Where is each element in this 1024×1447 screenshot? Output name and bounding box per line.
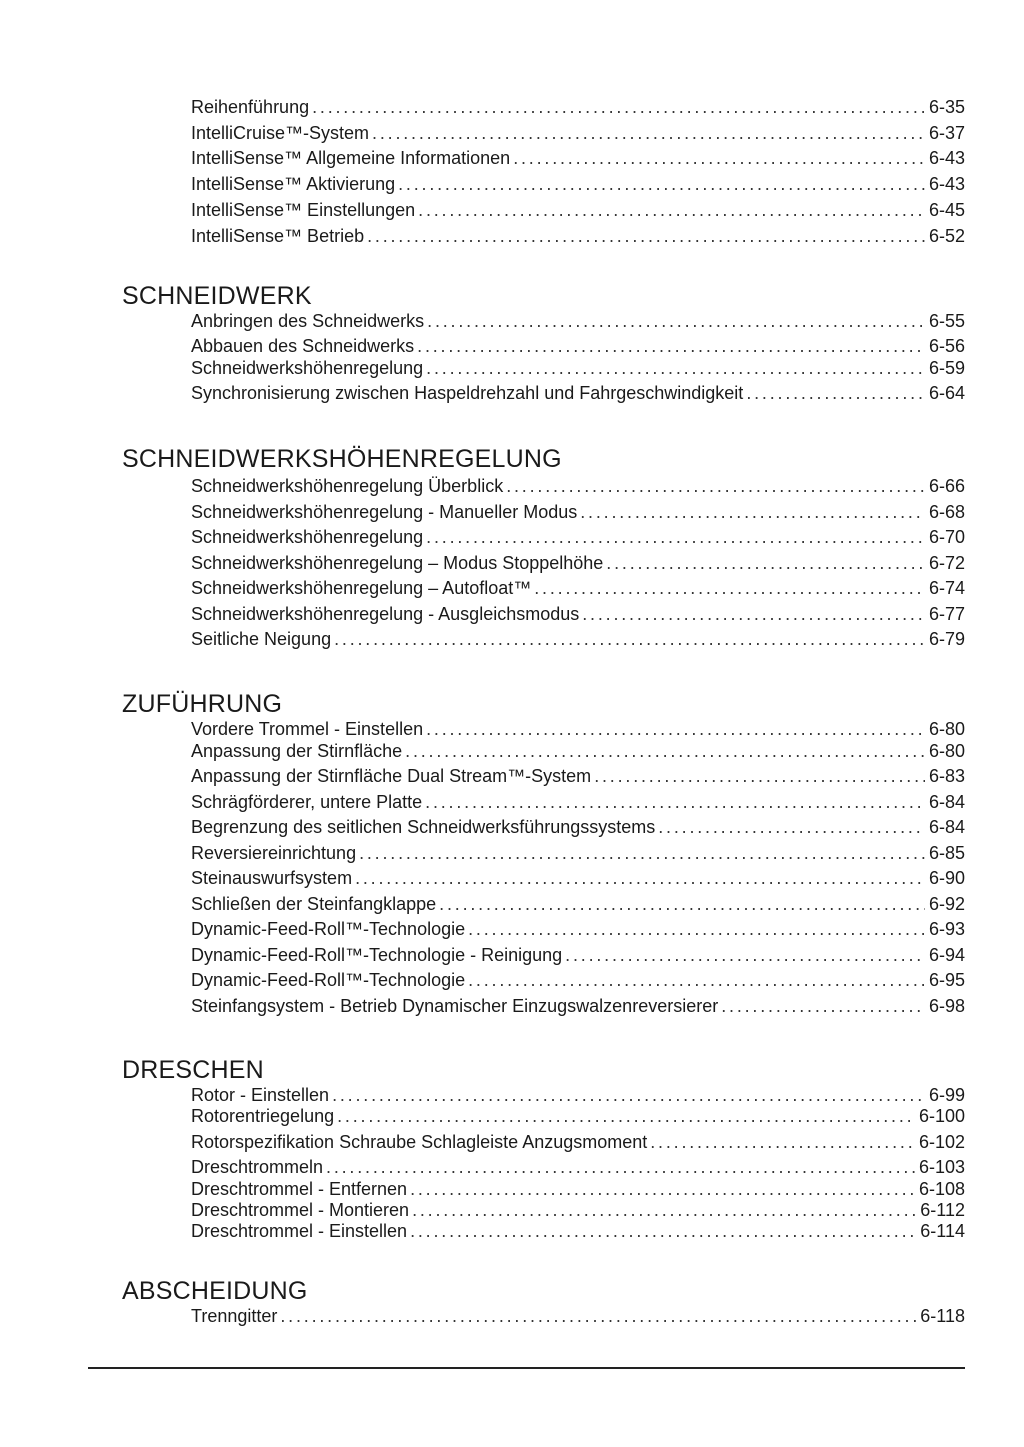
dot-leader [565,944,925,966]
toc-entry[interactable] [191,526,965,548]
toc-entry-page: 6-84 [928,792,965,812]
dot-leader [439,893,925,915]
toc-entry[interactable] [191,603,965,625]
toc-entry-page: 6-45 [928,200,965,220]
toc-entry[interactable] [191,225,965,247]
toc-entry-title: Rotorspezifikation Schraube Schlagleiste Anzugsmoment [191,1132,648,1152]
dot-leader [405,740,925,762]
toc-entry[interactable] [191,1156,965,1178]
toc-entry[interactable] [191,1199,965,1221]
dot-leader [721,995,925,1017]
toc-entry[interactable] [191,335,965,357]
toc-entry-title: Reversiereinrichtung [191,843,357,863]
dot-leader [582,603,925,625]
toc-entry-title: Seitliche Neigung [191,629,332,649]
toc-entry-page: 6-103 [918,1157,965,1177]
toc-entry-page: 6-99 [928,1085,965,1105]
dot-leader [426,526,925,548]
toc-entry-title: Schließen der Steinfangklappe [191,894,437,914]
toc-entry[interactable] [191,842,965,864]
toc-entry-page: 6-77 [928,604,965,624]
section-heading: SCHNEIDWERK [122,282,312,310]
toc-entry-title: Schneidwerkshöhenregelung - Manueller Modus [191,502,578,522]
toc-entry-title: Dynamic-Feed-Roll™-Technologie [191,919,466,939]
toc-entry-page: 6-95 [928,970,965,990]
toc-entry-title: IntelliSense™ Betrieb [191,226,365,246]
toc-entry[interactable] [191,96,965,118]
dot-leader [426,718,925,740]
toc-entry-title: Dreschtrommeln [191,1157,324,1177]
toc-entry-page: 6-93 [928,919,965,939]
toc-entry-page: 6-64 [928,383,965,403]
section-heading: DRESCHEN [122,1056,264,1084]
section-heading: ABSCHEIDUNG [122,1277,308,1305]
toc-entry[interactable] [191,1220,965,1242]
dot-leader [426,357,925,379]
dot-leader [468,969,925,991]
dot-leader [506,475,925,497]
dot-leader [312,96,925,118]
dot-leader [650,1131,915,1153]
toc-entry-title: Synchronisierung zwischen Haspeldrehzahl und Fahrgeschwindigkeit [191,383,744,403]
toc-entry-page: 6-85 [928,843,965,863]
toc-entry-page: 6-98 [928,996,965,1016]
footer-divider [88,1367,965,1369]
toc-entry-page: 6-66 [928,476,965,496]
toc-entry[interactable] [191,577,965,599]
toc-entry-page: 6-84 [928,817,965,837]
toc-entry-page: 6-79 [928,629,965,649]
toc-entry-title: Steinfangsystem - Betrieb Dynamischer Einzugswalzenreversierer [191,996,719,1016]
dot-leader [425,791,925,813]
toc-entry[interactable] [191,816,965,838]
toc-entry[interactable] [191,552,965,574]
toc-entry[interactable] [191,718,965,740]
dot-leader [427,310,925,332]
toc-entry-title: Rotorentriegelung [191,1106,335,1126]
toc-entry-title: IntelliCruise™-System [191,123,370,143]
toc-entry-page: 6-55 [928,311,965,331]
dot-leader [280,1305,916,1327]
toc-entry-title: Vordere Trommel - Einstellen [191,719,424,739]
toc-entry-title: Schneidwerkshöhenregelung [191,358,424,378]
dot-leader [580,501,925,523]
toc-entry-title: Rotor - Einstellen [191,1085,330,1105]
toc-entry-page: 6-35 [928,97,965,117]
toc-entry-title: Trenngitter [191,1306,278,1326]
dot-leader [332,1084,925,1106]
dot-leader [326,1156,915,1178]
toc-entry[interactable] [191,173,965,195]
dot-leader [513,147,925,169]
toc-entry-page: 6-74 [928,578,965,598]
toc-entry-page: 6-52 [928,226,965,246]
toc-entry-page: 6-112 [920,1200,965,1220]
toc-entry[interactable] [191,791,965,813]
toc-entry-title: Schneidwerkshöhenregelung - Ausgleichsmodus [191,604,580,624]
toc-entry-page: 6-80 [928,719,965,739]
toc-entry-page: 6-70 [928,527,965,547]
toc-entry[interactable] [191,867,965,889]
dot-leader [746,382,925,404]
toc-entry-title: Begrenzung des seitlichen Schneidwerksführungssystems [191,817,656,837]
toc-entry[interactable] [191,382,965,404]
toc-entry[interactable] [191,1131,965,1153]
toc-entry-title: Abbauen des Schneidwerks [191,336,415,356]
toc-entry-title: Dreschtrommel - Einstellen [191,1221,408,1241]
dot-leader [418,199,925,221]
dot-leader [417,335,925,357]
dot-leader [334,628,925,650]
dot-leader [410,1178,915,1200]
toc-entry[interactable] [191,1084,965,1106]
dot-leader [372,122,925,144]
toc-entry[interactable] [191,893,965,915]
toc-entry[interactable] [191,1305,965,1327]
toc-entry-title: Reihenführung [191,97,310,117]
toc-entry[interactable] [191,357,965,379]
section-heading: SCHNEIDWERKSHÖHENREGELUNG [122,445,562,473]
toc-entry[interactable] [191,969,965,991]
toc-entry-page: 6-94 [928,945,965,965]
section-heading: ZUFÜHRUNG [122,690,283,718]
dot-leader [606,552,925,574]
toc-entry-page: 6-102 [918,1132,965,1152]
toc-entry[interactable] [191,995,965,1017]
toc-entry-title: Dreschtrommel - Entfernen [191,1179,408,1199]
dot-leader [337,1105,915,1127]
toc-entry[interactable] [191,147,965,169]
toc-entry-page: 6-37 [928,123,965,143]
toc-entry-page: 6-83 [928,766,965,786]
dot-leader [410,1220,916,1242]
toc-entry-title: Anpassung der Stirnfläche Dual Stream™-System [191,766,592,786]
dot-leader [355,867,925,889]
toc-entry-title: Dynamic-Feed-Roll™-Technologie - Reinigung [191,945,563,965]
toc-entry-title: Schrägförderer, untere Platte [191,792,423,812]
toc-entry-title: IntelliSense™ Allgemeine Informationen [191,148,511,168]
toc-entry-page: 6-43 [928,148,965,168]
toc-entry-title: Dreschtrommel - Montieren [191,1200,410,1220]
dot-leader [658,816,925,838]
toc-entry-page: 6-56 [928,336,965,356]
toc-entry-title: Steinauswurfsystem [191,868,353,888]
toc-entry-page: 6-59 [928,358,965,378]
toc-entry-title: Schneidwerkshöhenregelung – Modus Stoppelhöhe [191,553,604,573]
dot-leader [594,765,925,787]
dot-leader [412,1199,916,1221]
toc-entry-title: Schneidwerkshöhenregelung [191,527,424,547]
toc-entry-title: Schneidwerkshöhenregelung Überblick [191,476,504,496]
toc-entry-page: 6-90 [928,868,965,888]
toc-entry[interactable] [191,501,965,523]
toc-entry-title: Schneidwerkshöhenregelung – Autofloat™ [191,578,532,598]
toc-entry[interactable] [191,122,965,144]
toc-entry[interactable] [191,740,965,762]
toc-entry[interactable] [191,1178,965,1200]
toc-entry[interactable] [191,628,965,650]
toc-entry[interactable] [191,475,965,497]
toc-entry[interactable] [191,918,965,940]
dot-leader [359,842,925,864]
toc-entry-title: IntelliSense™ Aktivierung [191,174,396,194]
toc-entry[interactable] [191,310,965,332]
toc-entry[interactable] [191,765,965,787]
dot-leader [534,577,925,599]
dot-leader [398,173,925,195]
toc-entry-page: 6-43 [928,174,965,194]
toc-entry[interactable] [191,944,965,966]
toc-entry-page: 6-114 [920,1221,965,1241]
toc-entry-title: Anpassung der Stirnfläche [191,741,403,761]
dot-leader [367,225,925,247]
toc-entry-page: 6-100 [918,1106,965,1126]
toc-entry-title: IntelliSense™ Einstellungen [191,200,416,220]
toc-entry-page: 6-92 [928,894,965,914]
dot-leader [468,918,925,940]
toc-entry-page: 6-108 [918,1179,965,1199]
toc-entry-title: Anbringen des Schneidwerks [191,311,425,331]
toc-entry-page: 6-118 [920,1306,965,1326]
toc-entry[interactable] [191,199,965,221]
toc-entry[interactable] [191,1105,965,1127]
toc-entry-page: 6-80 [928,741,965,761]
toc-entry-page: 6-68 [928,502,965,522]
toc-entry-title: Dynamic-Feed-Roll™-Technologie [191,970,466,990]
toc-entry-page: 6-72 [928,553,965,573]
